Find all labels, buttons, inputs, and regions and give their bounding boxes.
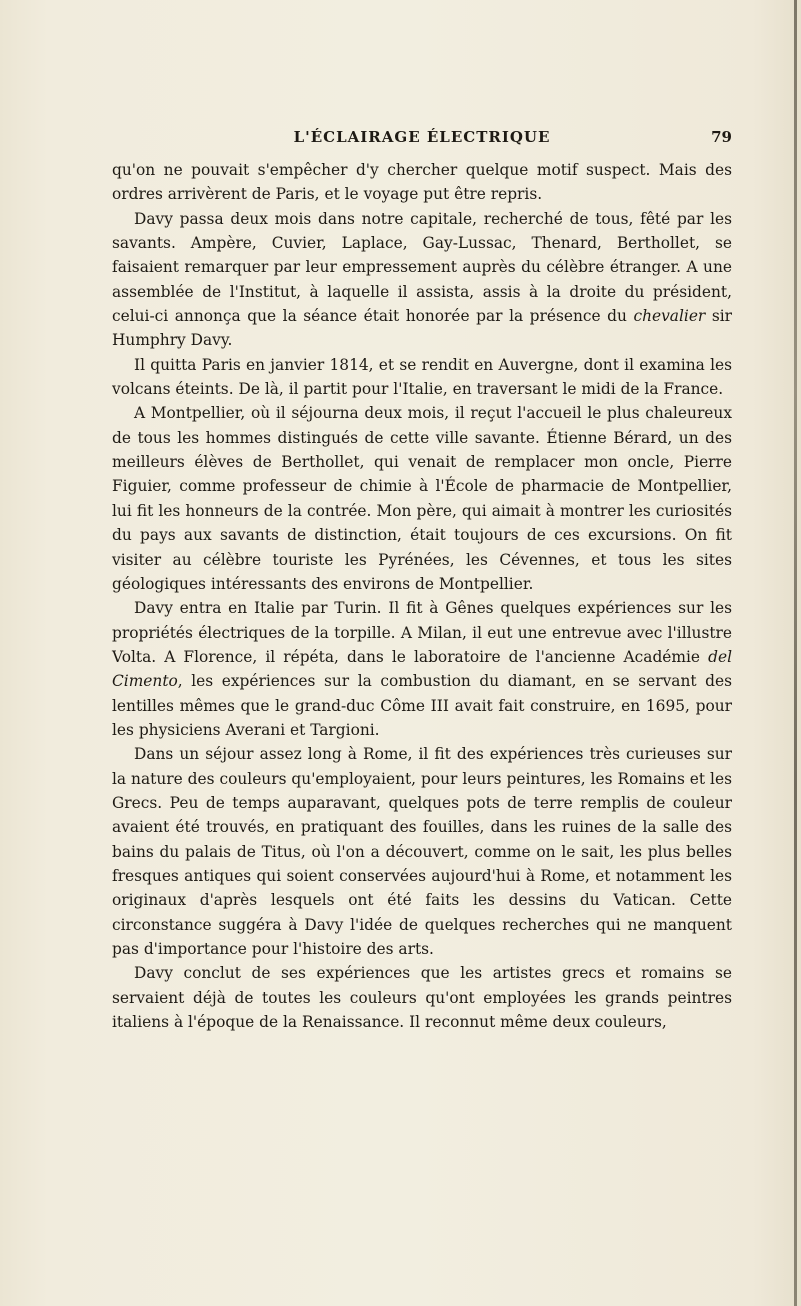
page-number: 79 (711, 128, 732, 146)
paragraph-text: Davy conclut de ses expériences que les artistes grecs et romains se servaient déjà de toutes les couleurs qu'ont employées les grands peintres italiens à l'époque de la Renaissance. Il reconnut même deux couleurs, (112, 964, 732, 1032)
paragraph-5 (112, 596, 732, 742)
paragraph-text: Davy passa deux mois dans notre capitale, recherché de tous, fêté par les savants. Ampère, Cuvier, Laplace, Gay-Lussac, Thenard, Berthollet, se faisaient remarquer par leur empressement auprès du célèbre étranger. A une assemblée de l'Institut, à laquelle il assista, assis à la droite du président, celui-ci annonça que la séance était honorée par la présence du (112, 209, 732, 326)
paragraph-4 (112, 401, 732, 596)
paragraph-text: A Montpellier, où il séjourna deux mois, il reçut l'accueil le plus chaleureux de tous les hommes distingués de cette ville savante. Étienne Bérard, un des meilleurs élèves de Berthollet, qui venait de remplacer mon oncle, Pierre Figuier, comme professeur de chimie à l'École de pharmacie de Montpellier, lui fit les honneurs de la contrée. Mon père, qui aimait à montrer les curiosités du pays aux savants de distinction, était toujours de ces excursions. On fit visiter au célèbre touriste les Pyrénées, les Cévennes, et tous les sites géologiques intéressants des environs de Montpellier. (112, 404, 732, 593)
italic-term: del Cimento (112, 647, 732, 691)
paragraph-6 (112, 742, 732, 961)
paragraph-3 (112, 353, 732, 402)
italic-term: chevalier (633, 307, 706, 326)
paragraph-2 (112, 207, 732, 353)
paragraph-text: , les expériences sur la combustion du diamant, en se servant des lentilles mêmes que le grand-duc Côme III avait fait construire, en 1695, pour les physiciens Averani et Targioni. (112, 672, 732, 739)
paragraph-text: qu'on ne pouvait s'empêcher d'y chercher quelque motif suspect. Mais des ordres arrivèrent de Paris, et le voyage put être repris. (112, 161, 732, 204)
running-title: L'ÉCLAIRAGE ÉLECTRIQUE (293, 128, 551, 146)
body-text (112, 158, 732, 1034)
paragraph-text: Il quitta Paris en janvier 1814, et se rendit en Auvergne, dont il examina les volcans éteints. De là, il partit pour l'Italie, en traversant le midi de la France. (112, 355, 732, 399)
paragraph-1 (112, 158, 732, 207)
page-header (112, 128, 732, 152)
paragraph-7 (112, 961, 732, 1034)
paragraph-text: Davy entra en Italie par Turin. Il fit à Gênes quelques expériences sur les propriétés électriques de la torpille. A Milan, il eut une entrevue avec l'illustre Volta. A Florence, il répéta, dans le laboratoire de l'ancienne Académie (112, 599, 732, 666)
paragraph-text: Dans un séjour assez long à Rome, il fit des expériences très curieuses sur la nature des couleurs qu'employaient, pour leurs peintures, les Romains et les Grecs. Peu de temps auparavant, quelques pots de terre remplis de couleur avaient été trouvés, en pratiquant des fouilles, dans les ruines de la salle des bains du palais de Titus, où l'on a découvert, comme on le sait, les plus belles fresques antiques qui soient conservées aujourd'hui à Rome, et notamment les originaux d'après lesquels ont été faits les dessins du Vatican. Cette circonstance suggéra à Davy l'idée de quelques recherches qui ne manquent pas d'importance pour l'histoire des arts. (112, 745, 732, 958)
page-edge-shadow (794, 0, 797, 1306)
paragraph-text: sir Humphry Davy. (112, 307, 732, 350)
